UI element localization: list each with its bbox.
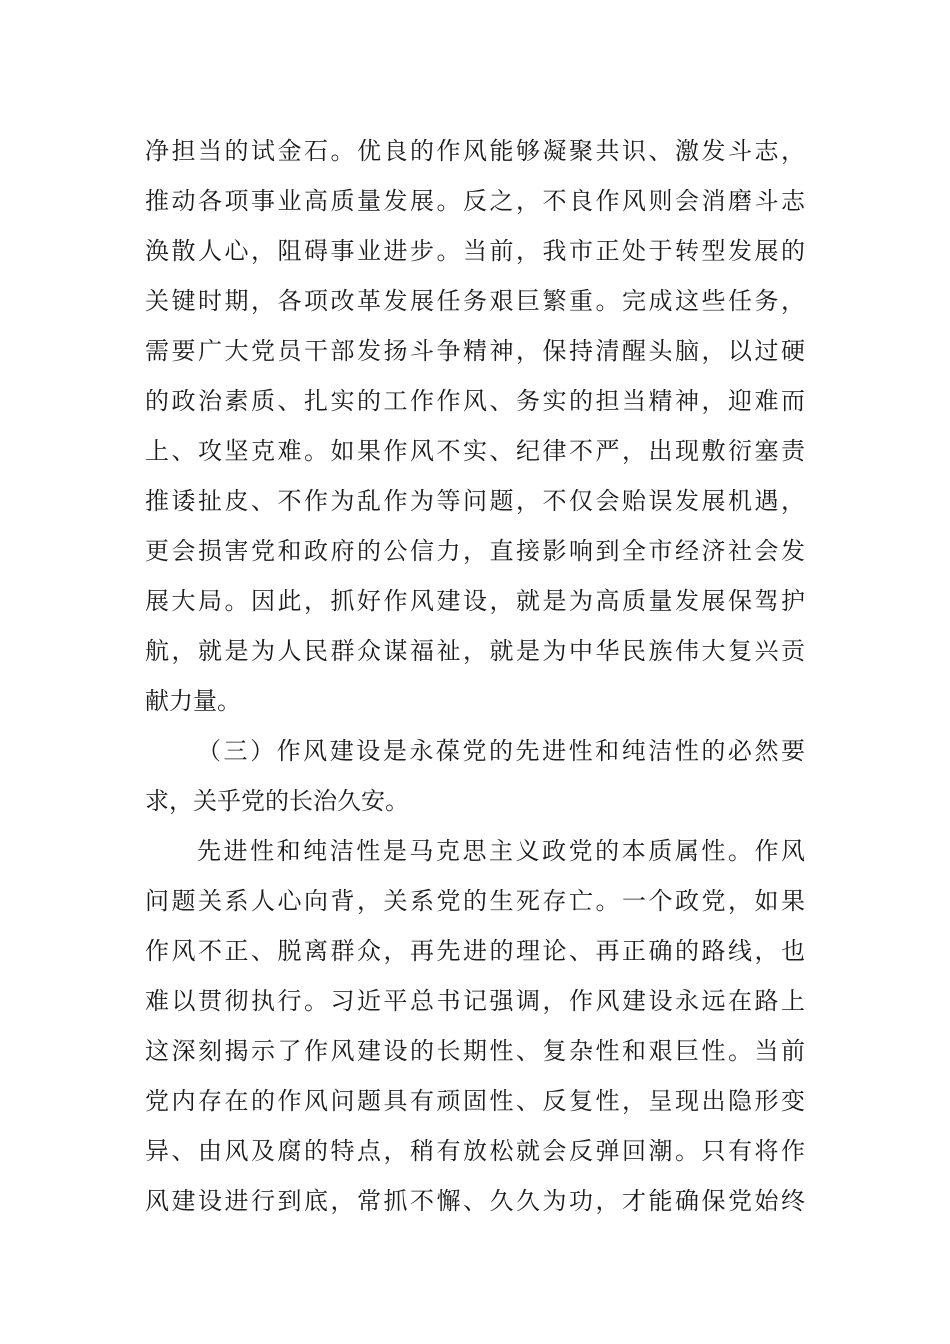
section-heading-line-1: （三）作风建设是永葆党的先进性和纯洁性的必然要 [197, 737, 805, 765]
paragraph-1-line-1: 净担当的试金石。优良的作风能够凝聚共识、激发斗志， [145, 137, 805, 165]
paragraph-1-line-12: 献力量。 [145, 687, 241, 715]
section-heading-line-2: 求，关乎党的长治久安。 [145, 787, 409, 815]
paragraph-1-line-7: 上、攻坚克难。如果作风不实、纪律不严，出现敷衍塞责 [145, 437, 805, 465]
paragraph-1-line-6: 的政治素质、扎实的工作作风、务实的担当精神，迎难而 [145, 387, 805, 415]
paragraph-1-line-11: 航，就是为人民群众谋福祉，就是为中华民族伟大复兴贡 [145, 637, 805, 665]
paragraph-2-line-5: 这深刻揭示了作风建设的长期性、复杂性和艰巨性。当前 [145, 1037, 805, 1065]
paragraph-2-line-4: 难以贯彻执行。习近平总书记强调，作风建设永远在路上 [145, 987, 805, 1015]
paragraph-1-line-9: 更会损害党和政府的公信力，直接影响到全市经济社会发 [145, 537, 805, 565]
paragraph-2-line-8: 风建设进行到底，常抓不懈、久久为功，才能确保党始终 [145, 1187, 805, 1215]
paragraph-2-line-1: 先进性和纯洁性是马克思主义政党的本质属性。作风 [197, 837, 805, 865]
paragraph-1-line-8: 推诿扯皮、不作为乱作为等问题，不仅会贻误发展机遇， [145, 487, 805, 515]
paragraph-1-line-3: 涣散人心，阻碍事业进步。当前，我市正处于转型发展的 [145, 237, 805, 265]
paragraph-1-line-5: 需要广大党员干部发扬斗争精神，保持清醒头脑，以过硬 [145, 337, 805, 365]
paragraph-2-line-6: 党内存在的作风问题具有顽固性、反复性，呈现出隐形变 [145, 1087, 805, 1115]
paragraph-2-line-2: 问题关系人心向背，关系党的生死存亡。一个政党，如果 [145, 887, 805, 915]
paragraph-1-line-10: 展大局。因此，抓好作风建设，就是为高质量发展保驾护 [145, 587, 805, 615]
paragraph-1-line-2: 推动各项事业高质量发展。反之，不良作风则会消磨斗志 [145, 187, 805, 215]
paragraph-2-line-3: 作风不正、脱离群众，再先进的理论、再正确的路线，也 [145, 937, 805, 965]
paragraph-2-line-7: 异、由风及腐的特点，稍有放松就会反弹回潮。只有将作 [145, 1137, 805, 1165]
paragraph-1-line-4: 关键时期，各项改革发展任务艰巨繁重。完成这些任务， [145, 287, 805, 315]
